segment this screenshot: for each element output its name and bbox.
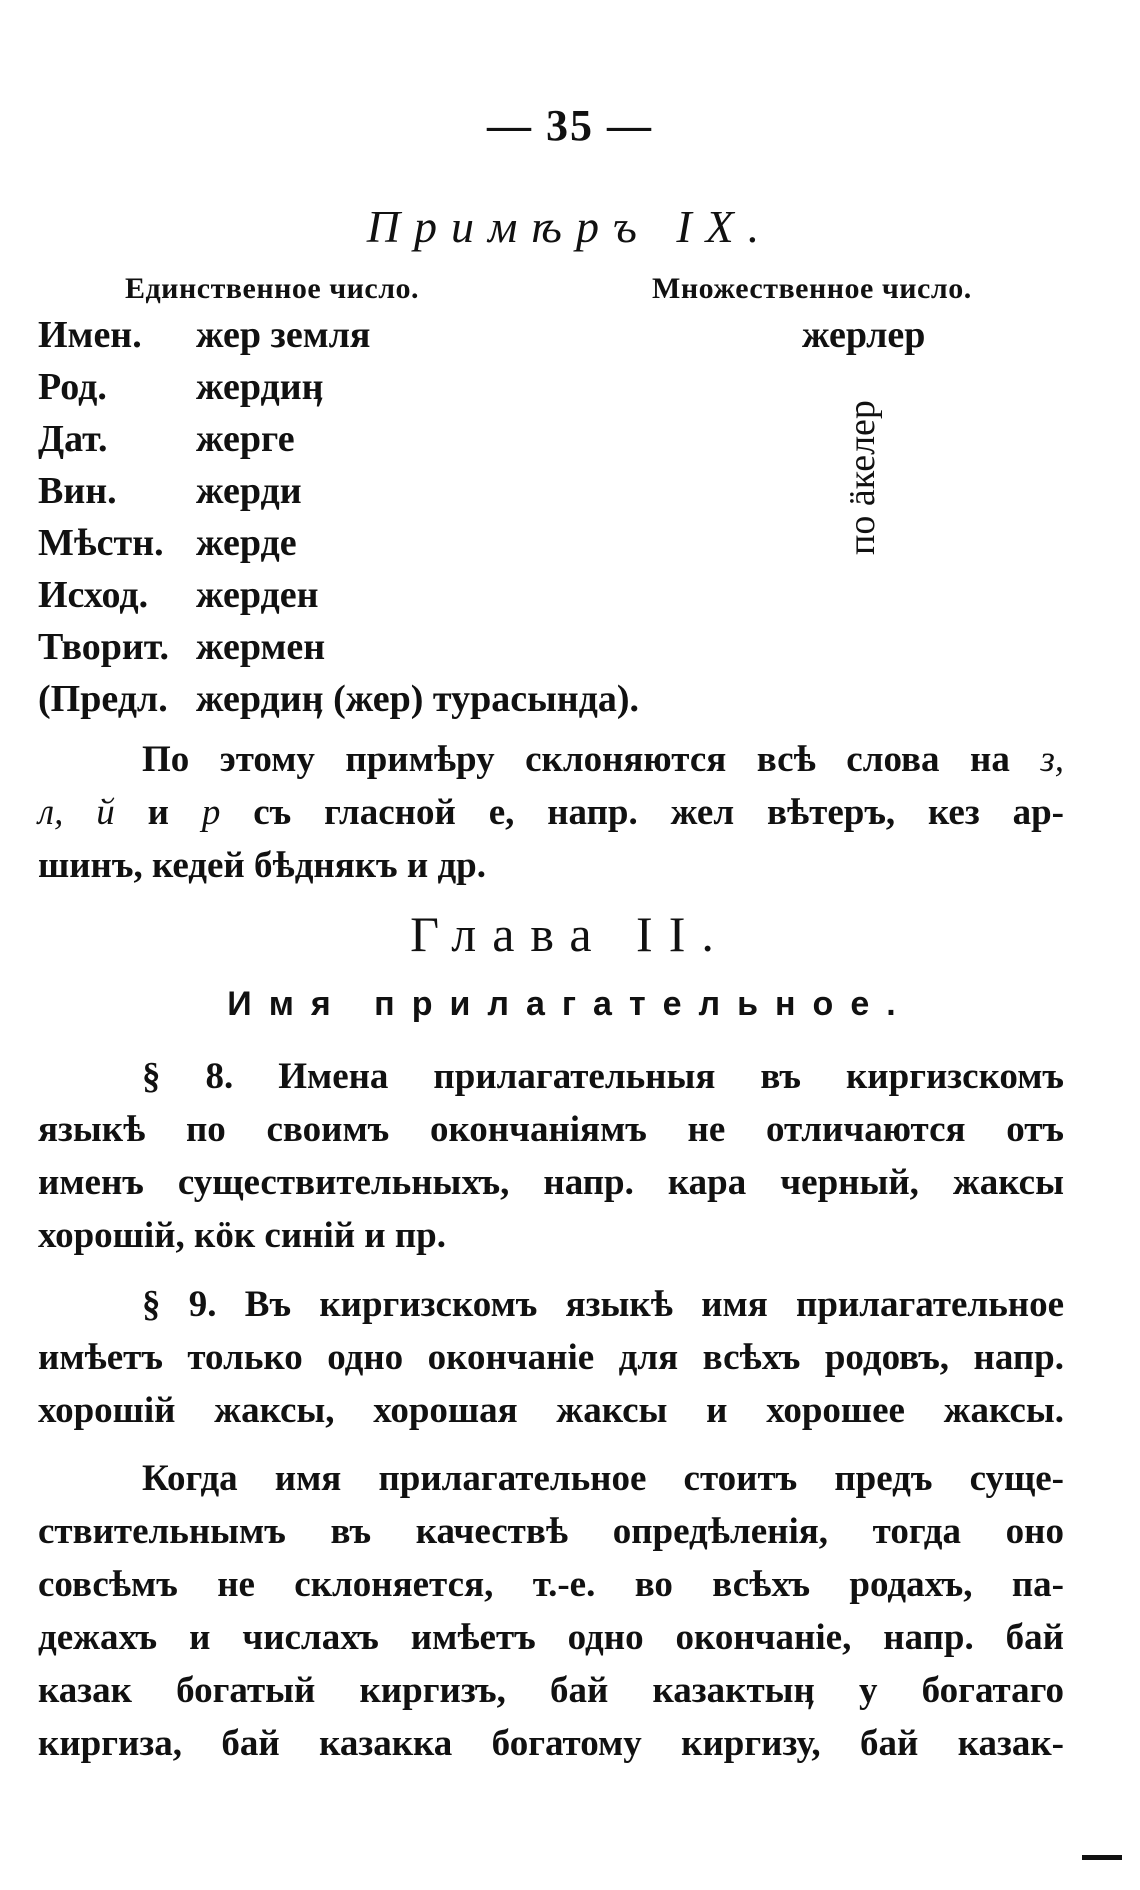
paragraph-line: казак богатый киргизъ, бай казактыӊ у богатаго [38, 1670, 1064, 1711]
case-name: Творит. [38, 626, 170, 668]
paragraph-section-8 [38, 1050, 1064, 1262]
case-row [38, 521, 297, 573]
case-name: Имен. [38, 314, 142, 356]
paragraph-line: именъ существительныхъ, напр. кара черный, жаксы [38, 1162, 1064, 1203]
case-name: Дат. [38, 418, 108, 460]
case-name: Род. [38, 366, 107, 408]
paragraph-line: языкѣ по своимъ окончаніямъ не отличаются отъ [38, 1109, 1064, 1150]
paragraph-line: шинъ, кедей бѣднякъ и др. [38, 845, 486, 886]
case-form: жерге [196, 418, 295, 460]
paragraph-line: ствительнымъ въ качествѣ опредѣленія, тогда оно [38, 1511, 1064, 1552]
case-row [38, 677, 639, 729]
case-form: жердиӊ (жер) турасында). [196, 678, 640, 720]
case-row [38, 365, 324, 417]
plural-column-heading: Множественное число. [652, 272, 972, 305]
section-title: Имя прилагательное. [227, 985, 913, 1023]
chapter-heading: Глава II. [410, 906, 730, 962]
case-row [38, 313, 370, 365]
plural-vertical-note: по äкелер [841, 400, 883, 555]
case-name: Исход. [38, 574, 149, 616]
case-form: жерде [196, 522, 297, 564]
paragraph-attributive [38, 1452, 1064, 1770]
italic-letter: з, [1040, 739, 1064, 780]
text-run: и [114, 792, 202, 833]
edge-mark [1082, 1855, 1122, 1860]
singular-column-heading: Единственное число. [125, 272, 420, 305]
paragraph-line: хорошій жаксы, хорошая жаксы и хорошее жаксы. [38, 1390, 1064, 1431]
case-row [38, 573, 319, 625]
paragraph-line [38, 786, 1064, 839]
paragraph-line: § 8. Имена прилагательныя въ киргизскомъ [142, 1056, 1064, 1097]
case-form: жерди [196, 470, 302, 512]
case-name: Мѣстн. [38, 522, 164, 564]
paragraph-line: имѣетъ только одно окончаніе для всѣхъ родовъ, напр. [38, 1337, 1064, 1378]
italic-letter: р [201, 792, 221, 833]
case-row [38, 417, 295, 469]
paragraph-example-note [38, 733, 1064, 892]
paragraph-line: Когда имя прилагательное стоитъ предъ суще- [142, 1458, 1064, 1499]
paragraph-line: киргиза, бай казакка богатому киргизу, бай казак- [38, 1723, 1064, 1764]
paragraph-line: совсѣмъ не склоняется, т.-е. во всѣхъ родахъ, па- [38, 1564, 1064, 1605]
text-run: съ гласной е, напр. жел вѣтеръ, кез ар- [220, 792, 1064, 833]
paragraph-line [38, 733, 1064, 786]
example-title: Примѣръ IX. [366, 201, 774, 252]
case-form: жермен [196, 626, 326, 668]
case-name: (Предл. [38, 678, 168, 720]
plural-form: жерлер [802, 314, 926, 356]
case-row [38, 625, 325, 677]
italic-letter: л, й [38, 792, 115, 833]
paragraph-line: § 9. Въ киргизскомъ языкѣ имя прилагательное [142, 1284, 1064, 1325]
case-form: жер земля [196, 314, 371, 356]
page-number: — 35 — [487, 101, 653, 150]
text-run: По этому примѣру склоняются всѣ слова на [142, 739, 1041, 780]
case-form: жерден [196, 574, 319, 616]
paragraph-line: дежахъ и числахъ имѣетъ одно окончаніе, напр. бай [38, 1617, 1064, 1658]
case-row [38, 469, 302, 521]
paragraph-section-9 [38, 1278, 1064, 1437]
case-form: жердиӊ [196, 366, 324, 408]
paragraph-line: хорошій, кöк синій и пр. [38, 1215, 447, 1256]
case-name: Вин. [38, 470, 117, 512]
